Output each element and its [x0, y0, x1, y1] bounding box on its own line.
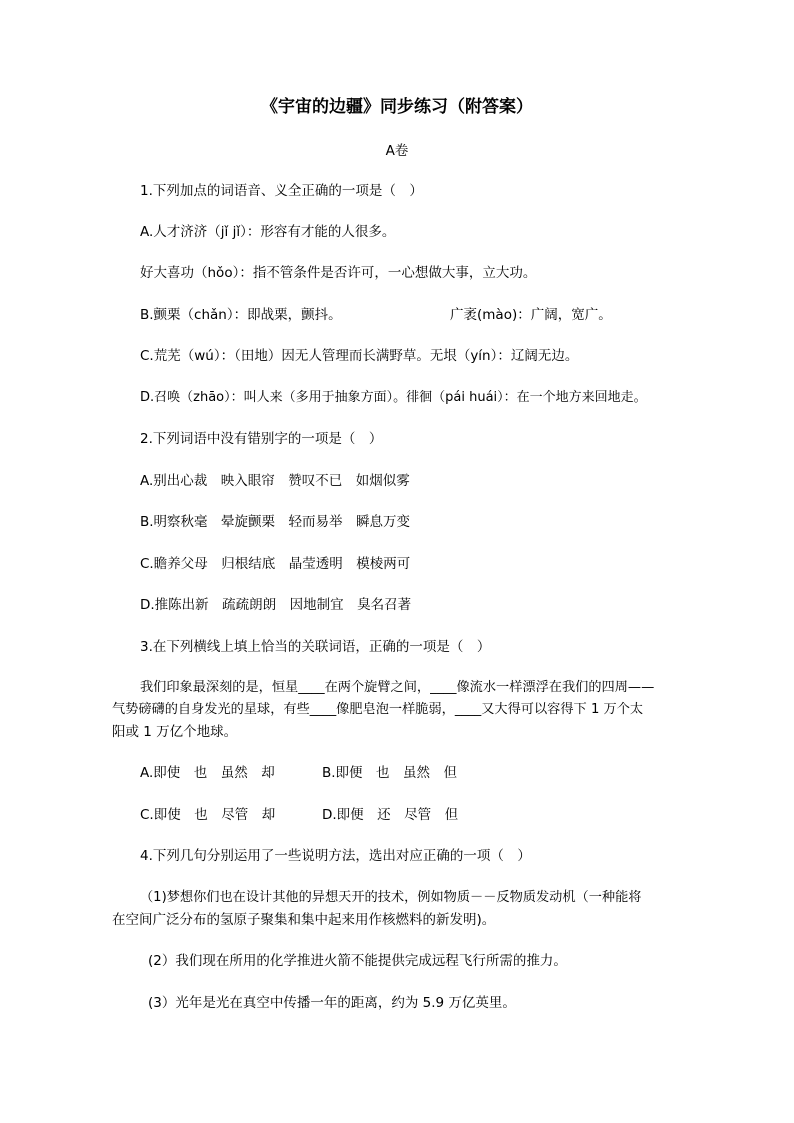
question-3-passage-line-2: 气势磅礴的自身发光的星球，有些____像肥皂泡一样脆弱，____又大得可以容得下 1 万个太	[112, 702, 644, 717]
question-4-sentence-2: (2）我们现在所用的化学推进火箭不能提供完成远程飞行所需的推力。	[148, 953, 567, 969]
question-3-option-b: B.即便 也 虽然 但	[322, 765, 458, 781]
question-4-sentence-1-line-1: （1)梦想你们也在设计其他的异想天开的技术，例如物质－－反物质发动机（一种能将	[140, 890, 642, 905]
document-title: 《宇宙的边疆》同步练习（附答案）	[261, 97, 533, 117]
question-4-sentence-3: (3）光年是光在真空中传播一年的距离，约为 5.9 万亿英里。	[148, 995, 516, 1011]
question-2-option-d: D.推陈出新 疏疏朗朗 因地制宜 臭名召著	[140, 597, 412, 613]
question-1-option-a-cont: 好大喜功（hǒo）：指不管条件是否许可，一心想做大事，立大功。	[140, 265, 537, 281]
question-4-sentence-1-line-2: 在空间广泛分布的氢原子聚集和集中起来用作核燃料的新发明)。	[112, 912, 496, 928]
question-1-option-c: C.荒芜（wú）：（田地）因无人管理而长满野草。无垠（yín）：辽阔无边。	[140, 348, 579, 364]
question-3-option-c: C.即使 也 尽管 却	[140, 807, 276, 823]
question-3-option-d: D.即便 还 尽管 但	[322, 807, 459, 823]
question-4-stem: 4.下列几句分别运用了一些说明方法，选出对应正确的一项（ ）	[140, 848, 531, 864]
question-1-option-a: A.人才济济（jǐ jǐ）：形容有才能的人很多。	[140, 224, 396, 240]
question-3-stem: 3.在下列横线上填上恰当的关联词语，正确的一项是（ ）	[140, 639, 491, 655]
question-3-passage-line-3: 阳或 1 万亿个地球。	[112, 724, 238, 740]
question-1-option-b-part2: 广袤(mào)：广阔，宽广。	[450, 307, 612, 323]
question-3-passage-line-1: 我们印象最深刻的是，恒星____在两个旋臂之间，____像流水一样漂浮在我们的四周——	[140, 680, 655, 695]
section-label: A卷	[385, 143, 409, 159]
question-2-option-a: A.别出心裁 映入眼帘 赞叹不已 如烟似雾	[140, 473, 410, 489]
question-1-option-b-part1: B.颤栗（chǎn）：即战栗，颤抖。	[140, 307, 342, 323]
question-3-option-a: A.即使 也 虽然 却	[140, 765, 275, 781]
question-1-option-d: D.召唤（zhāo）：叫人来（多用于抽象方面）。徘徊（pái huái）：在一个地方来回地走。	[140, 390, 647, 405]
question-1-stem: 1.下列加点的词语音、义全正确的一项是（ ）	[140, 183, 423, 199]
question-2-option-b: B.明察秋毫 晕旋颤栗 轻而易举 瞬息万变	[140, 514, 411, 530]
question-2-option-c: C.瞻养父母 归根结底 晶莹透明 模棱两可	[140, 556, 411, 572]
question-2-stem: 2.下列词语中没有错别字的一项是（ ）	[140, 431, 383, 447]
